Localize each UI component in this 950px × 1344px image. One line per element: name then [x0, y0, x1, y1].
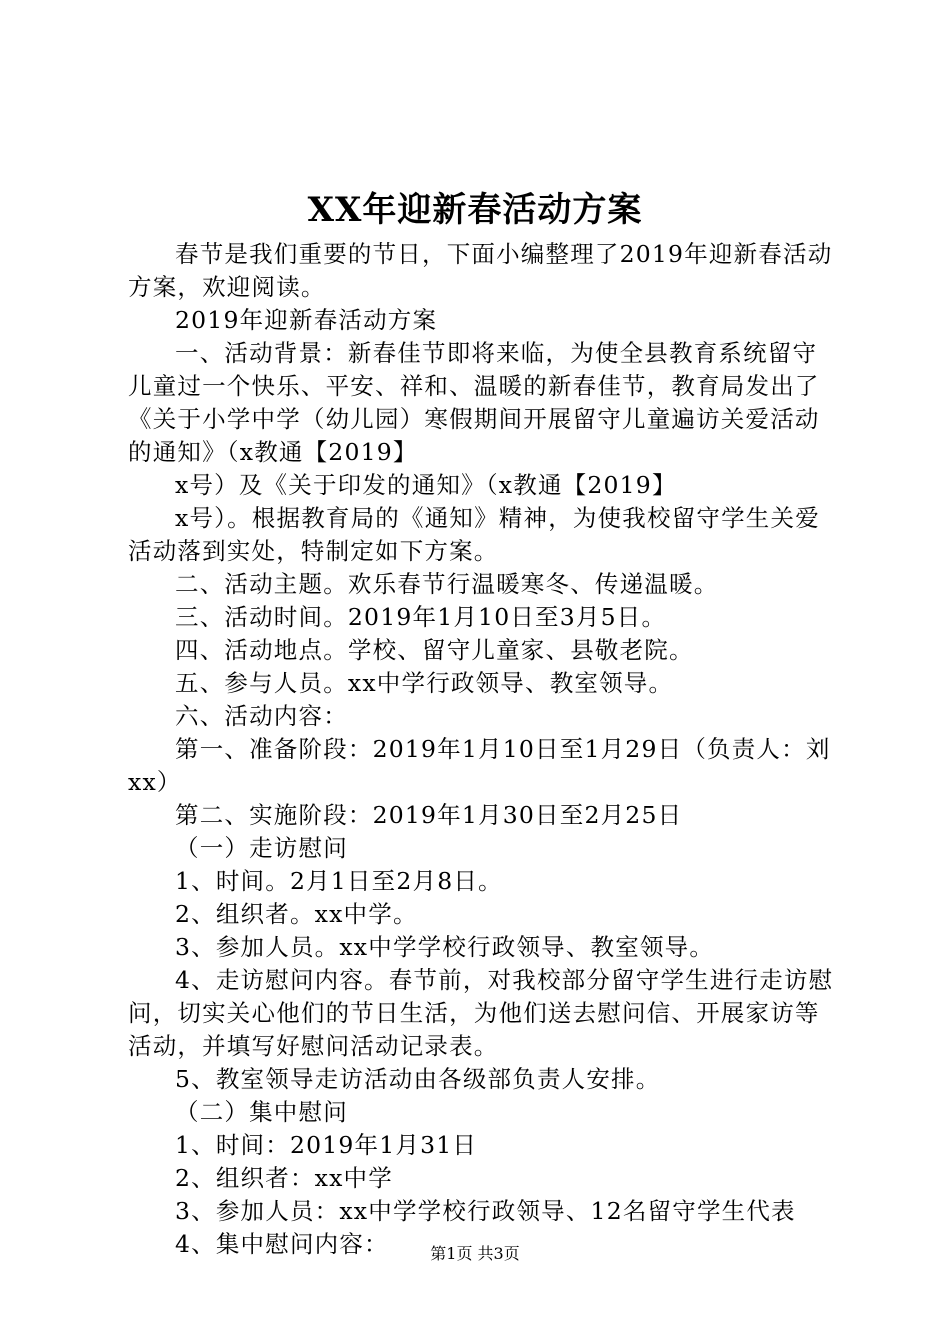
paragraph: 二、活动主题。欢乐春节行温暖寒冬、传递温暖。 — [175, 570, 719, 598]
paragraph: 3、参加人员：xx中学学校行政领导、12名留守学生代表 — [175, 1197, 796, 1225]
page-footer: 第1页 共3页 — [430, 1244, 520, 1263]
paragraph: 三、活动时间。2019年1月10日至3月5日。 — [175, 603, 667, 631]
document-body — [128, 238, 838, 1261]
paragraph: 1、时间：2019年1月31日 — [175, 1131, 478, 1159]
paragraph: x号）及《关于印发的通知》（x教通【2019】 — [175, 471, 677, 499]
paragraph: 3、参加人员。xx中学学校行政领导、教室领导。 — [175, 933, 715, 961]
paragraph: 2、组织者：xx中学 — [175, 1164, 393, 1192]
paragraph: 六、活动内容： — [175, 702, 348, 730]
paragraph: x号）。根据教育局的《通知》精神，为使我校留守学生关爱活动落到实处，特制定如下方案。 — [128, 504, 820, 565]
paragraph: （一）走访慰问 — [175, 834, 348, 862]
paragraph: （二）集中慰问 — [175, 1098, 348, 1126]
paragraph: 4、走访慰问内容。春节前，对我校部分留守学生进行走访慰问，切实关心他们的节日生活，为他们送去慰问信、开展家访等活动，并填写好慰问活动记录表。 — [128, 966, 834, 1060]
paragraph: 4、集中慰问内容： — [175, 1230, 389, 1258]
paragraph: 2、组织者。xx中学。 — [175, 900, 418, 928]
paragraph: 四、活动地点。学校、留守儿童家、县敬老院。 — [175, 636, 694, 664]
page-title: XX年迎新春活动方案 — [307, 190, 643, 230]
paragraph: 一、活动背景：新春佳节即将来临，为使全县教育系统留守儿童过一个快乐、平安、祥和、温暖的新春佳节，教育局发出了《关于小学中学（幼儿园）寒假期间开展留守儿童遍访关爱活动的通知》（x教通【2019】 — [128, 339, 820, 466]
paragraph: 1、时间。2月1日至2月8日。 — [175, 867, 503, 895]
paragraph: 5、教室领导走访活动由各级部负责人安排。 — [175, 1065, 661, 1093]
paragraph: 第一、准备阶段：2019年1月10日至1月29日（负责人：刘xx） — [128, 735, 831, 796]
paragraph: 五、参与人员。xx中学行政领导、教室领导。 — [175, 669, 674, 697]
paragraph: 春节是我们重要的节日，下面小编整理了2019年迎新春活动方案，欢迎阅读。 — [128, 240, 833, 301]
paragraph: 2019年迎新春活动方案 — [175, 306, 438, 334]
paragraph: 第二、实施阶段：2019年1月30日至2月25日 — [175, 801, 683, 829]
